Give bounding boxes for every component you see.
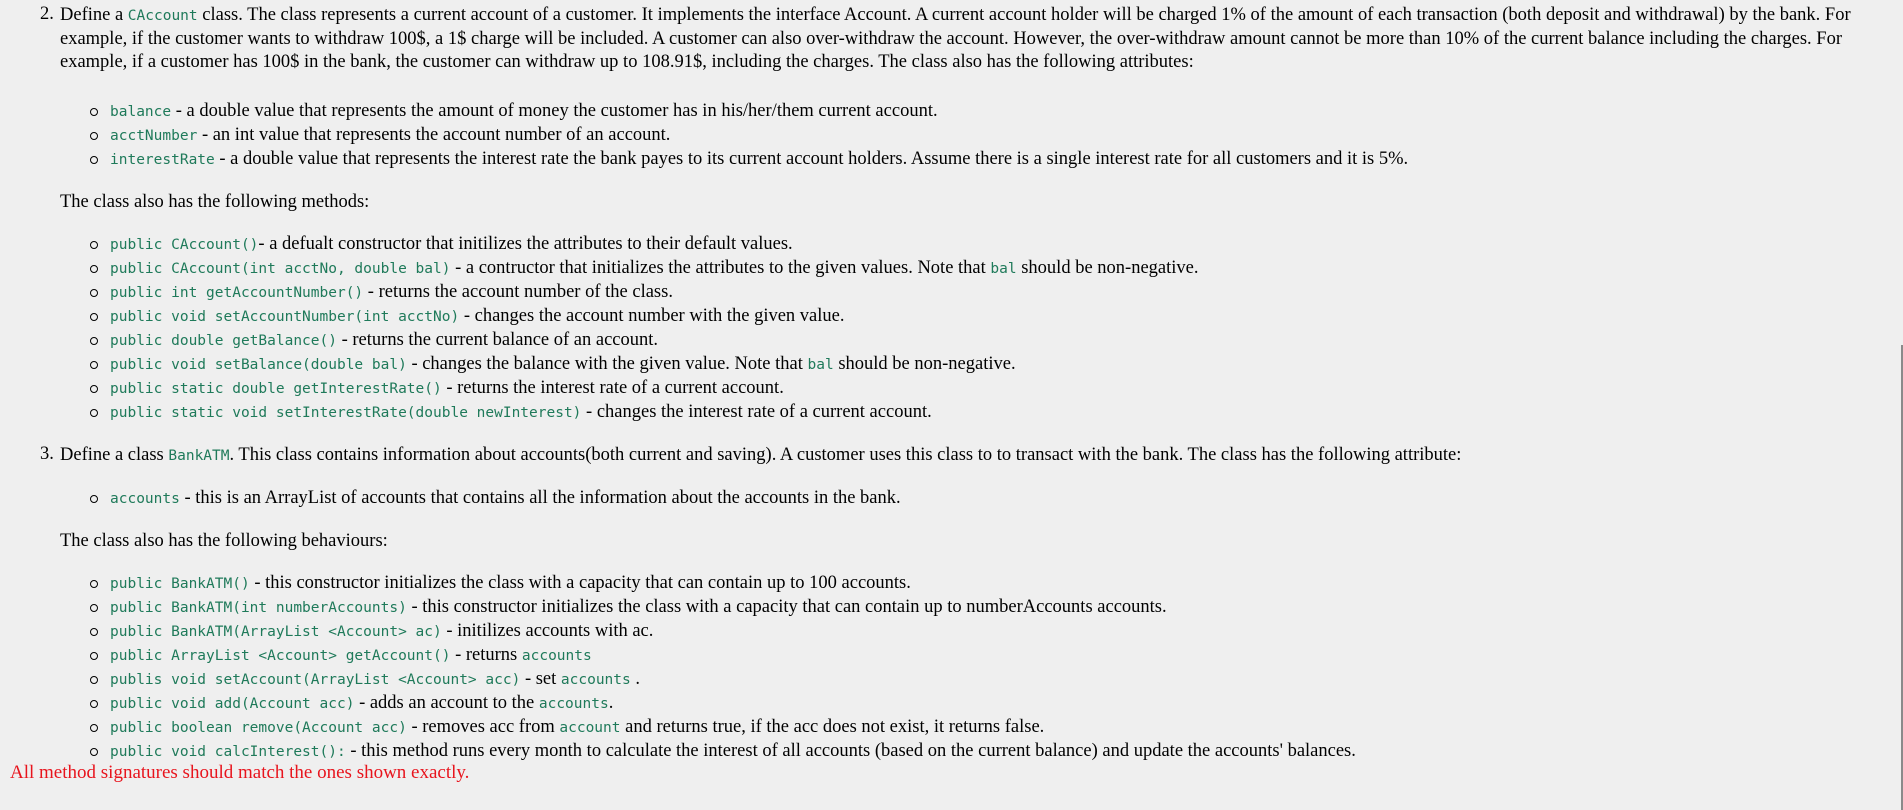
- method-item: public CAccount(int acctNo, double bal) - a contructor that initializes the attributes to the given values. Note that bal should be non-negative.: [60, 257, 1885, 281]
- methods-heading: The class also has the following methods:: [60, 192, 370, 212]
- method-item: public double getBalance() - returns the current balance of an account.: [60, 329, 1885, 353]
- method-item: public void add(Account acc) - adds an account to the accounts.: [60, 692, 1885, 716]
- attribute-item: balance - a double value that represents the amount of money the customer has in his/her/them current account.: [60, 100, 1885, 124]
- item-number: 2.: [40, 4, 54, 24]
- method-item: public void setAccountNumber(int acctNo) - changes the account number with the given value.: [60, 305, 1885, 329]
- signature-warning: All method signatures should match the ones shown exactly.: [10, 762, 470, 783]
- method-item: publis void setAccount(ArrayList <Account> acc) - set accounts .: [60, 668, 1885, 692]
- method-item: public BankATM() - this constructor initializes the class with a capacity that can contain up to 100 accounts.: [60, 572, 1885, 596]
- method-item: public void setBalance(double bal) - changes the balance with the given value. Note that bal should be non-negative.: [60, 353, 1885, 377]
- method-item: public ArrayList <Account> getAccount() - returns accounts: [60, 644, 1885, 668]
- attribute-item: accounts - this is an ArrayList of accounts that contains all the information about the accounts in the bank.: [60, 487, 1885, 511]
- attribute-list: [60, 487, 1885, 511]
- method-list: [60, 572, 1885, 764]
- item-number: 3.: [40, 444, 54, 464]
- method-item: public BankATM(ArrayList <Account> ac) - initilizes accounts with ac.: [60, 620, 1885, 644]
- class-description: Define a CAccount class. The class represents a current account of a customer. It implements the interface Account. A current account holder will be charged 1% of the amount of each transaction (both deposit and withdrawal) by the bank. For example, if the customer wants to withdraw 100$, a 1$ charge will be included. A customer can also over-withdraw the account. However, the over-withdraw amount cannot be more than 10% of the current balance including the charges. For example, if a customer has 100$ in the bank, the customer can withdraw up to 108.91$, including the charges. The class also has the following attributes:: [60, 5, 1851, 72]
- class-name: CAccount: [127, 8, 198, 24]
- attribute-item: interestRate - a double value that represents the interest rate the bank payes to its current account holders. Assume there is a single interest rate for all customers and it is 5%.: [60, 148, 1885, 172]
- method-item: public CAccount()- a defualt constructor that initilizes the attributes to their default values.: [60, 233, 1885, 257]
- class-description: Define a class BankATM. This class contains information about accounts(both current and saving). A customer uses this class to to transact with the bank. The class has the following attribute:: [60, 445, 1462, 465]
- method-item: public static void setInterestRate(double newInterest) - changes the interest rate of a current account.: [60, 401, 1885, 425]
- method-item: public void calcInterest(): - this method runs every month to calculate the interest of all accounts (based on the current balance) and update the accounts' balances.: [60, 740, 1885, 764]
- methods-heading: The class also has the following behaviours:: [60, 531, 388, 551]
- requirement-3: [0, 444, 1903, 764]
- method-item: public boolean remove(Account acc) - removes acc from account and returns true, if the acc does not exist, it returns false.: [60, 716, 1885, 740]
- class-name: BankATM: [168, 448, 230, 464]
- attribute-item: acctNumber - an int value that represents the account number of an account.: [60, 124, 1885, 148]
- method-item: public BankATM(int numberAccounts) - this constructor initializes the class with a capacity that can contain up to numberAccounts accounts.: [60, 596, 1885, 620]
- method-item: public int getAccountNumber() - returns the account number of the class.: [60, 281, 1885, 305]
- method-list: [60, 233, 1885, 425]
- attribute-list: [60, 100, 1885, 172]
- method-item: public static double getInterestRate() - returns the interest rate of a current account.: [60, 377, 1885, 401]
